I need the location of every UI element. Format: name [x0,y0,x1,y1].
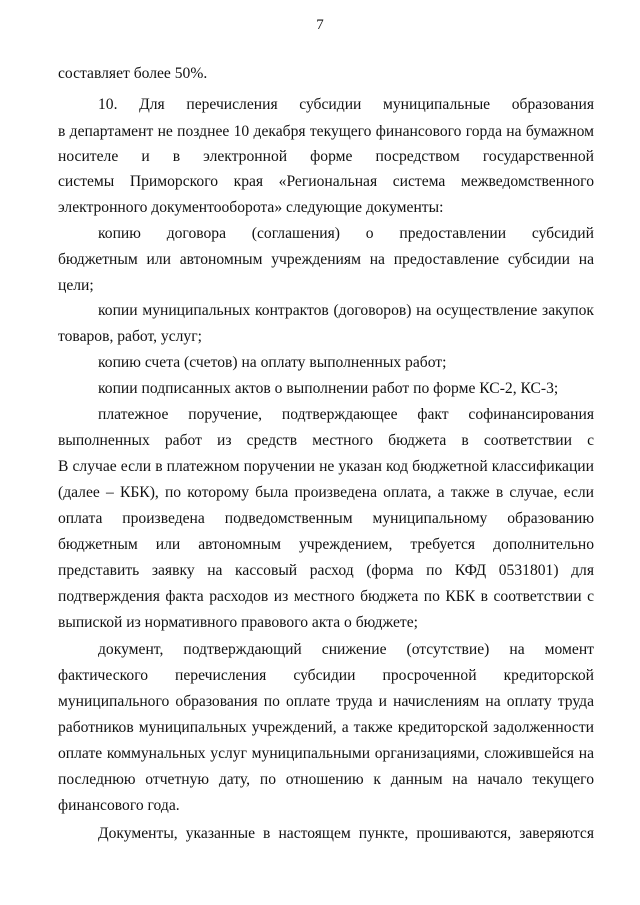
text-line: копии муниципальных контрактов (договоров) на осуществление закупок [98,302,594,319]
text-line: В случае если в платежном поручении не указан код бюджетной классификации [58,458,594,475]
text-line: оплата произведена подведомственным муниципальному образованию [58,510,594,527]
text-line: представить заявку на кассовый расход (форма по КФД 0531801) для [58,562,594,579]
text-line: финансового года. [58,797,180,814]
text-line: цели; [58,277,94,294]
text-line: товаров, работ, услуг; [58,328,202,345]
text-line: копию счета (счетов) на оплату выполненных работ; [98,354,447,371]
text-line: последнюю отчетную дату, по отношению к данным на начало текущего [58,771,594,788]
text-line: 10. Для перечисления субсидии муниципальные образования [98,96,594,113]
text-line: работников муниципальных учреждений, а также кредиторской задолженности [58,719,594,736]
text-line: выполненных работ из средств местного бюджета в соответствии с [58,432,594,449]
text-line: бюджетным или автономным учреждениям на предоставление субсидии на [58,251,594,268]
text-line: подтверждения факта расходов из местного бюджета по КБК в соответствии с [58,588,594,605]
page-number: 7 [316,17,324,33]
text-line: выпиской из нормативного правового акта о бюджете; [58,614,418,631]
text-line: документ, подтверждающий снижение (отсутствие) на момент [98,641,594,658]
text-line: копию договора (соглашения) о предоставлении субсидий [98,225,594,242]
text-line: бюджетным или автономным учреждением, требуется дополнительно [58,536,594,553]
text-line: (далее – КБК), по которому была произведена оплата, а также в случае, если [58,484,594,501]
text-line: системы Приморского края «Региональная система межведомственного [58,173,594,190]
text-line: муниципального образования по оплате труда и начислениям на оплату труда [58,693,594,710]
text-line: фактического перечисления субсидии просроченной кредиторской [58,667,594,684]
text-line: в департамент не позднее 10 декабря текущего финансового горда на бумажном [58,123,594,140]
text-line: копии подписанных актов о выполнении работ по форме КС-2, КС-3; [98,380,559,397]
text-line: составляет более 50%. [58,65,208,82]
text-line: платежное поручение, подтверждающее факт софинансирования [98,406,594,423]
text-line: электронного документооборота» следующие документы: [58,199,444,216]
text-line: Документы, указанные в настоящем пункте, прошиваются, заверяются [98,825,594,842]
text-line: оплате коммунальных услуг муниципальными организациями, сложившейся на [58,745,594,762]
text-line: носителе и в электронной форме посредством государственной [58,148,594,165]
